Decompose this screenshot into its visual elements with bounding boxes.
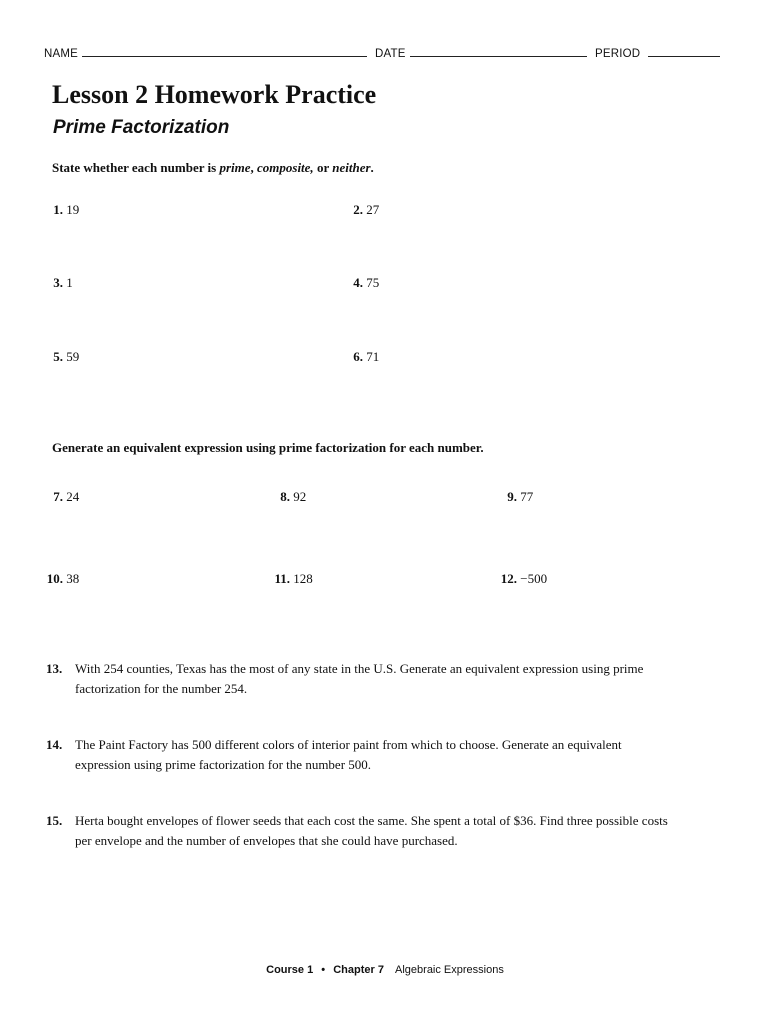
problem-number: 5. [53,349,63,364]
problem-number: 11. [274,571,290,586]
problem-value: 77 [520,489,534,504]
problem-value: 38 [66,571,80,586]
problem-value: 71 [366,349,380,364]
instr-option-prime: prime [219,160,251,175]
problem-number: 15. [46,813,63,828]
problem-number: 1. [53,202,63,217]
footer-chapter: Chapter 7 [333,964,384,976]
problem-text: With 254 counties, Texas has the most of any state in the U.S. Generate an equivalent expression using prime factorization for the number 254. [75,661,644,696]
problem-number: 2. [353,202,363,217]
problem-number: 6. [353,349,363,364]
problem-number: 7. [53,489,63,504]
problem-value: 1 [66,275,73,290]
problem-5 [46,349,79,365]
problem-6 [346,349,379,365]
problem-4 [346,275,379,291]
problem-number: 9. [507,489,517,504]
problem-value: −500 [520,571,548,586]
problem-3 [46,275,73,291]
date-blank[interactable] [410,46,587,57]
problem-value: 19 [66,202,80,217]
page-subtitle: Prime Factorization [53,117,230,138]
footer-topic: Algebraic Expressions [395,964,504,976]
problem-text: The Paint Factory has 500 different colors of interior paint from which to choose. Generate an equivalent expression using prime factorization for the number 500. [75,737,622,772]
problem-10 [44,571,79,587]
problem-text: Herta bought envelopes of flower seeds that each cost the same. She spent a total of $36. Find three possible costs per envelope and the number of envelopes that she could have purchased. [75,813,668,848]
period-blank[interactable] [648,46,720,57]
problem-value: 24 [66,489,80,504]
period-field-group [595,46,720,60]
problem-value: 75 [366,275,380,290]
problem-number: 3. [53,275,63,290]
problem-number: 4. [353,275,363,290]
section2-instruction: Generate an equivalent expression using prime factorization for each number. [52,440,484,455]
name-blank[interactable] [82,46,367,57]
problem-value: 128 [293,571,313,586]
problem-9 [500,489,533,505]
problem-7 [46,489,79,505]
problem-value: 59 [66,349,80,364]
instr-or: or [313,160,333,175]
date-field-group [375,46,587,60]
problem-11 [267,571,313,587]
name-field-group [44,46,367,60]
page-footer [0,964,770,976]
instr-option-composite: composite, [257,160,314,175]
section1-instruction [52,160,374,176]
problem-number: 13. [46,661,63,676]
name-label: NAME [44,48,79,60]
instr-prefix: State whether each number is [52,160,220,175]
problem-2 [346,202,379,218]
problem-number: 12. [500,571,517,586]
problem-value: 92 [293,489,307,504]
problem-number: 8. [280,489,290,504]
date-label: DATE [375,48,406,60]
problem-1 [46,202,79,218]
problem-number: 10. [46,571,63,586]
instr-comma: , [250,160,257,175]
footer-bullet: • [321,964,326,976]
problem-value: 27 [366,202,380,217]
problem-12 [493,571,547,587]
instr-end: . [370,160,374,175]
period-label: PERIOD [595,48,641,60]
instr-option-neither: neither [332,160,371,175]
problem-8 [273,489,306,505]
footer-course: Course 1 [266,964,314,976]
problem-number: 14. [46,737,63,752]
page-title: Lesson 2 Homework Practice [52,80,377,109]
